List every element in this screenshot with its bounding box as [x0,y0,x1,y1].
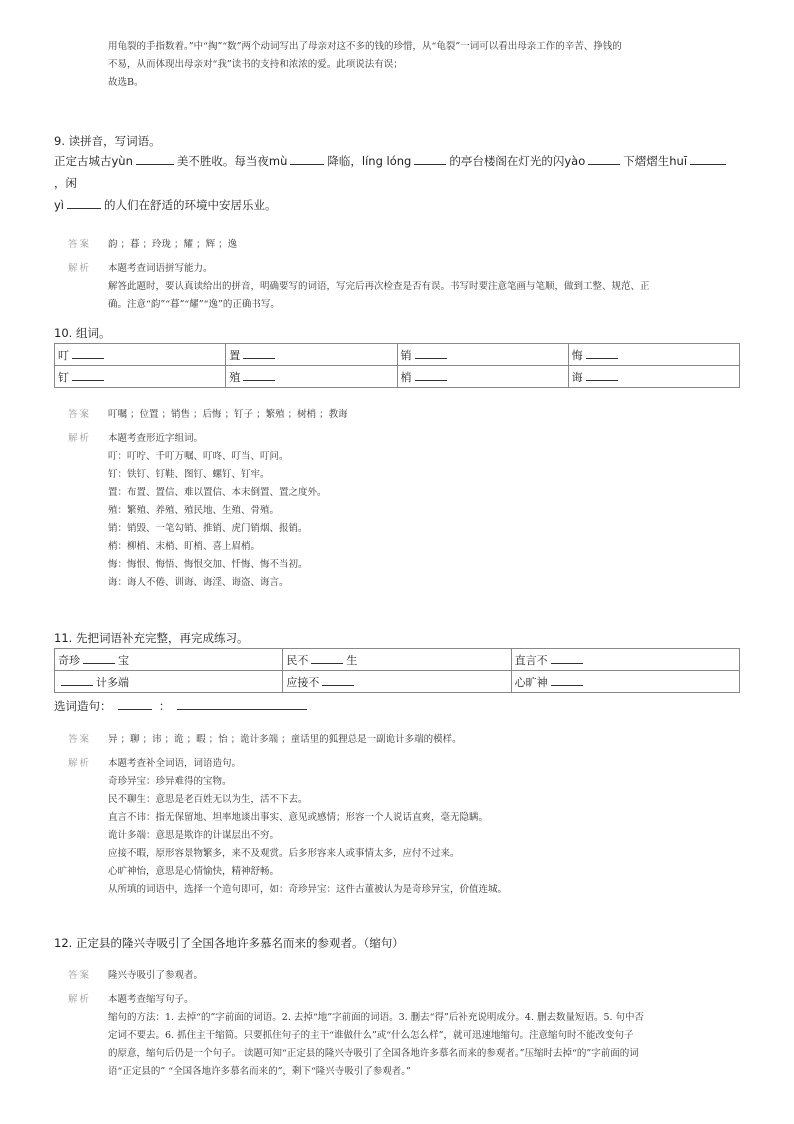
analysis-label: 解析 [68,263,92,274]
cell-char: 置 [229,348,241,362]
cell-text: 心旷神 [514,675,548,689]
answer-text: 异 ；聊 ；讳 ；诡 ；暇 ；怡 ；诡计多端 ；童话里的狐狸总是一副诡计多端的模样。 [108,734,462,745]
pinyin: mù [268,154,288,168]
analysis-line: 从所填的词语中，选择一个造句即可，如：奇珍异宝：这件古董被认为是奇珍异宝，价值连城。 [108,884,508,895]
question-11-analysis [54,755,740,899]
analysis-label: 解析 [68,758,92,769]
cell-char: 梢 [400,370,412,384]
answer-blank[interactable] [72,347,104,359]
analysis-line: 销：销毁、一笔勾销、推销、虎门销烟、报销。 [108,523,308,534]
analysis-line: 诡计多端：意思是欺诈的计谋层出不穷。 [108,830,280,841]
answer-blank[interactable] [551,652,583,664]
question-9-analysis [54,260,740,314]
table-cell[interactable] [568,344,739,366]
sentence-blank[interactable] [177,698,307,710]
table-cell[interactable] [226,344,397,366]
text-fragment: 美不胜收。每当夜 [176,154,269,168]
answer-label: 答案 [68,970,92,981]
intro-line: 用龟裂的手指数着。”中“掏”“数”两个动词写出了母亲对这不多的钱的珍惜，从“龟裂”一词可以看出母亲工作的辛苦、挣钱的 [108,41,622,52]
table-row [55,671,740,693]
analysis-label: 解析 [68,994,92,1005]
analysis-line: 本题考查补全词语，词语造句。 [108,758,242,769]
table-cell[interactable] [226,366,397,388]
question-11 [54,630,740,899]
question-11-table [54,648,740,693]
analysis-line: 应接不暇，原形容景物繁多，来不及观赏。后多形容来人或事情太多，应付不过来。 [108,848,460,859]
answer-text: 隆兴寺吸引了参观者。 [108,970,204,981]
cell-char: 殖 [229,370,241,384]
pinyin: yùn [111,154,133,168]
question-10-answer [54,406,740,424]
analysis-line: 的原意，缩句后仍是一个句子。 读题可知“正定县的隆兴寺吸引了全国各地许多慕名而来的参观者。”压缩时去掉“的”字前面的词 [108,1048,639,1059]
analysis-line: 民不聊生：意思是老百姓无以为生，活不下去。 [108,794,308,805]
cell-char: 叮 [58,348,69,362]
question-9-answer [54,236,740,254]
cell-text: 直言不 [514,653,548,667]
answer-blank[interactable] [415,347,447,359]
question-9 [54,133,740,314]
table-row [55,344,740,366]
analysis-line: 殖：繁殖、养殖、殖民地、生殖、骨殖。 [108,505,280,516]
analysis-line: 本题考查缩写句子。 [108,994,194,1005]
cell-char: 钉 [58,370,69,384]
answer-blank[interactable] [72,369,104,381]
cell-char: 销 [400,348,412,362]
cell-text: 计多端 [96,675,129,689]
analysis-line: 诲：诲人不倦、训诲、诲淫、诲盗、诲言。 [108,577,289,588]
question-10-analysis [54,430,740,592]
analysis-line: 钉：铁钉、钉鞋、图钉、螺钉、钉牢。 [108,469,270,480]
intro-analysis [54,38,740,92]
text-fragment: 的亭台楼阁在灯光的闪 [449,154,565,168]
question-12-title: 12. 正定县的隆兴寺吸引了全国各地许多慕名而来的参观者。（缩句） [54,936,404,950]
answer-blank[interactable] [67,197,101,209]
table-cell[interactable] [568,366,739,388]
question-11-title: 11. 先把词语补充完整，再完成练习。 [54,631,249,645]
table-cell[interactable] [397,366,568,388]
question-10-table [54,343,740,388]
pinyin: yì [54,198,65,212]
table-cell[interactable] [55,344,226,366]
intro-line: 不易，从而体现出母亲对“我”读书的支持和浓浓的爱。此项说法有误； [108,59,403,70]
cell-char: 悔 [571,348,583,362]
analysis-line: 缩句的方法：1. 去掉“的”字前面的词语。2. 去掉“地”字前面的词语。3. 删去“得”后补充说明成分。4. 删去数量短语。5. 句中否 [108,1012,645,1023]
answer-blank[interactable] [586,369,618,381]
cell-text: 宝 [118,653,129,667]
answer-blank[interactable] [415,369,447,381]
answer-blank[interactable] [136,153,174,165]
table-cell[interactable] [511,671,739,693]
analysis-line: 直言不讳：指无保留地、坦率地谈出事实、意见或感情；形容一个人说话直爽，毫无隐瞒。 [108,812,489,823]
cell-char: 诲 [571,370,583,384]
question-11-answer [54,731,740,749]
text-fragment: 正定古城古 [54,154,112,168]
cell-text: 奇珍 [58,653,80,667]
analysis-line: 梢：柳梢、末梢、盯梢、喜上眉梢。 [108,541,261,552]
question-9-line-1 [54,150,740,194]
task-colon: ： [158,699,171,713]
text-fragment: 下熠熠生 [623,154,670,168]
pinyin: huī [669,154,688,168]
word-blank[interactable] [118,698,152,710]
analysis-line: 心旷神怡，意思是心情愉快，精神舒畅。 [108,866,280,877]
text-fragment: ，闲 [54,176,77,190]
answer-blank[interactable] [311,652,343,664]
answer-label: 答案 [68,409,92,420]
analysis-label: 解析 [68,433,92,444]
question-9-line-2 [54,194,740,216]
intro-line: 故选B。 [108,77,144,88]
task-label: 选词造句： [54,699,112,713]
pinyin: yào [564,154,586,168]
table-cell[interactable] [55,649,283,671]
analysis-line: 语“正定县的” “全国各地许多慕名而来的”，剩下“隆兴寺吸引了参观者。” [108,1066,411,1077]
table-row [55,649,740,671]
cell-text: 生 [346,653,358,667]
table-cell[interactable] [55,671,283,693]
analysis-line: 确。注意“韵”“暮”“耀”“逸”的正确书写。 [108,299,280,310]
answer-blank[interactable] [414,153,446,165]
table-cell[interactable] [283,649,511,671]
answer-blank[interactable] [83,652,115,664]
answer-blank[interactable] [61,674,93,686]
analysis-line: 本题考查词语拼写能力。 [108,263,213,274]
cell-text: 应接不 [286,675,320,689]
question-12-analysis [54,991,740,1081]
answer-blank[interactable] [690,153,726,165]
answer-blank[interactable] [588,153,620,165]
text-fragment: 降临， [327,154,362,168]
answer-blank[interactable] [243,369,275,381]
answer-blank[interactable] [551,674,583,686]
analysis-line: 置：布置、置信、难以置信、本末倒置、置之度外。 [108,487,327,498]
table-cell[interactable] [283,671,511,693]
answer-blank[interactable] [586,347,618,359]
analysis-line: 悔：悔恨、悔悟、悔恨交加、忏悔、悔不当初。 [108,559,308,570]
answer-text: 韵 ；暮 ；玲珑 ；耀 ；辉 ；逸 [108,239,238,250]
table-cell[interactable] [397,344,568,366]
answer-text: 叮嘱 ；位置 ；销售 ；后悔 ；钉子 ；繁殖 ；树梢 ；教诲 [108,409,348,420]
question-9-title: 9. 读拼音，写词语。 [54,134,161,148]
question-10-title: 10. 组词。 [54,326,111,340]
answer-blank[interactable] [243,347,275,359]
analysis-line: 解答此题时，要认真读给出的拼音，明确要写的词语，写完后再次检查是否有误。书写时要注意笔画与笔顺，做到工整、规范、正 [108,281,650,292]
analysis-line: 叮：叮咛、千叮万嘱、叮咚、叮当、叮问。 [108,451,289,462]
cell-text: 民不 [286,653,309,667]
analysis-line: 奇珍异宝：珍异难得的宝物。 [108,776,232,787]
pinyin: líng lóng [361,154,412,168]
table-cell[interactable] [511,649,739,671]
question-11-task [54,695,740,717]
answer-blank[interactable] [322,674,354,686]
question-12 [54,935,740,1081]
answer-label: 答案 [68,734,92,745]
answer-blank[interactable] [290,153,324,165]
question-10 [54,325,740,592]
analysis-line: 本题考查形近字组词。 [108,433,204,444]
analysis-line: 定词不要去。6. 抓住主干缩简。只要抓住句子的主干“谁做什么”或“什么怎么样”，就可迅速地缩句。注意缩句时不能改变句子 [108,1030,634,1041]
table-row [55,366,740,388]
table-cell[interactable] [55,366,226,388]
question-12-answer [54,967,740,985]
text-fragment: 的人们在舒适的环境中安居乐业。 [104,198,277,212]
answer-label: 答案 [68,239,92,250]
